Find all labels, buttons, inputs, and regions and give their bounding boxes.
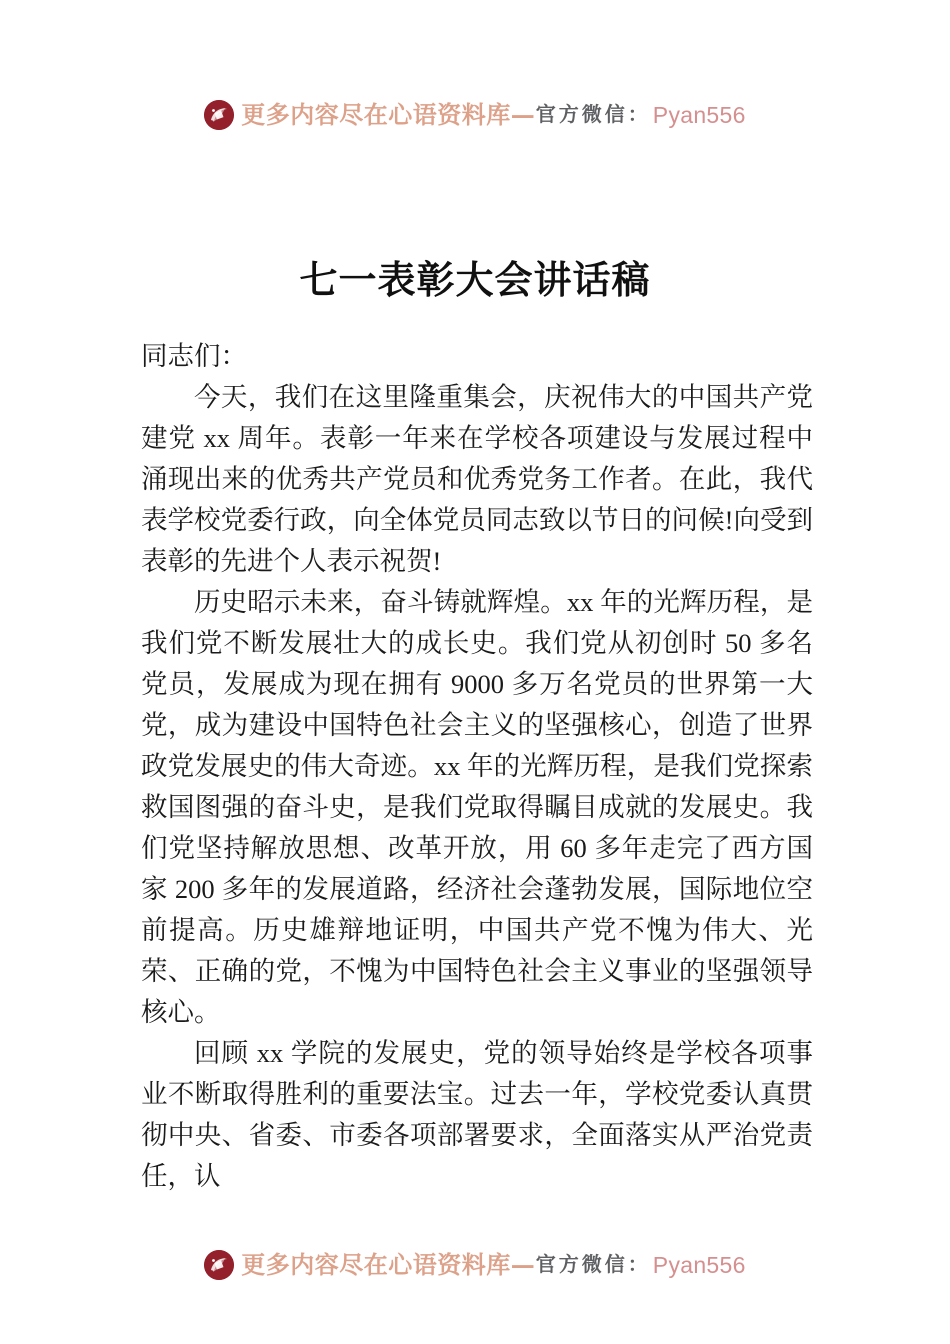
- watermark-dash: —: [510, 100, 535, 129]
- watermark-official-label: 官方微信：: [535, 104, 651, 126]
- watermark-wechat-id: Pyan556: [652, 1251, 746, 1278]
- watermark-site-text: 更多内容尽在心语资料库: [241, 1250, 511, 1279]
- watermark-official-label: 官方微信：: [535, 1254, 651, 1276]
- salutation: 同志们：: [141, 341, 247, 371]
- watermark-site-text: 更多内容尽在心语资料库: [241, 100, 511, 129]
- body-paragraph: 今天，我们在这里隆重集会，庆祝伟大的中国共产党建党 xx 周年。表彰一年来在学校各项建设与发展过程中涌现出来的优秀共产党员和优秀党务工作者。在此，我代表学校党委行政，向全体党员同志致以节日的问候!向受到表彰的先进个人表示祝贺!: [141, 382, 813, 576]
- xinyu-logo-icon: [204, 1250, 234, 1280]
- footer-watermark: [0, 1242, 950, 1288]
- watermark-wechat-id: Pyan556: [652, 101, 746, 128]
- document-body: [141, 336, 813, 1197]
- header-watermark: [0, 92, 950, 138]
- watermark-dash: —: [510, 1250, 535, 1279]
- xinyu-logo-icon: [204, 100, 234, 130]
- body-paragraph: 回顾 xx 学院的发展史，党的领导始终是学校各项事业不断取得胜利的重要法宝。过去一年，学校党委认真贯彻中央、省委、市委各项部署要求，全面落实从严治党责任，认: [141, 1038, 813, 1191]
- body-paragraph: 历史昭示未来，奋斗铸就辉煌。xx 年的光辉历程，是我们党不断发展壮大的成长史。我们党从初创时 50 多名党员，发展成为现在拥有 9000 多万名党员的世界第一大党，成为建设中国特色社会主义的坚强核心，创造了世界政党发展史的伟大奇迹。xx 年的光辉历程，是我们党探索救国图强的奋斗史，是我们党取得瞩目成就的发展史。我们党坚持解放思想、改革开放，用 60 多年走完了西方国家 200 多年的发展道路，经济社会蓬勃发展，国际地位空前提高。历史雄辩地证明，中国共产党不愧为伟大、光荣、正确的党，不愧为中国特色社会主义事业的坚强领导核心。: [141, 587, 813, 1027]
- document-title: 七一表彰大会讲话稿: [299, 258, 651, 302]
